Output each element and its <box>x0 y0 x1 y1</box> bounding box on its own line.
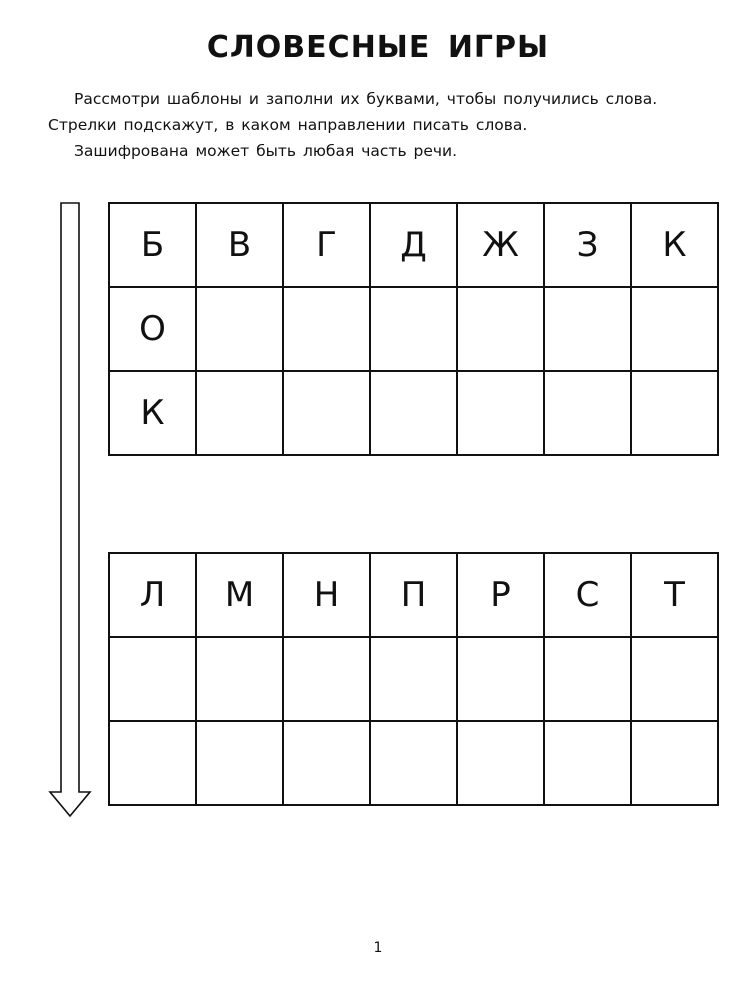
grid-cell[interactable] <box>544 287 631 371</box>
grid-cell[interactable] <box>283 287 370 371</box>
grid-cell[interactable]: Ж <box>457 203 544 287</box>
grid-cell[interactable] <box>631 287 718 371</box>
grid-cell[interactable]: К <box>631 203 718 287</box>
grid-cell[interactable]: Б <box>109 203 196 287</box>
grid-cell[interactable]: Н <box>283 553 370 637</box>
grid-cell[interactable]: О <box>109 287 196 371</box>
grid-cell[interactable] <box>631 371 718 455</box>
grid-cell[interactable]: С <box>544 553 631 637</box>
grid-row <box>109 287 718 371</box>
page-number: 1 <box>373 940 383 956</box>
grid-cell[interactable] <box>370 287 457 371</box>
grid-cell[interactable] <box>370 371 457 455</box>
grid-cell[interactable] <box>457 721 544 805</box>
grid-cell[interactable]: Л <box>109 553 196 637</box>
grid-cell[interactable] <box>196 287 283 371</box>
grid-cell[interactable]: К <box>109 371 196 455</box>
grid-cell[interactable] <box>457 637 544 721</box>
grid-cell[interactable]: Д <box>370 203 457 287</box>
grid-cell[interactable]: З <box>544 203 631 287</box>
grid-cell[interactable] <box>544 637 631 721</box>
grid-cell[interactable] <box>196 371 283 455</box>
grid-cell[interactable]: Р <box>457 553 544 637</box>
grid-cell[interactable] <box>631 637 718 721</box>
grid-cell[interactable] <box>457 287 544 371</box>
grid-row <box>109 203 718 287</box>
grid-cell[interactable]: Т <box>631 553 718 637</box>
grid-cell[interactable]: Г <box>283 203 370 287</box>
grid-cell[interactable]: П <box>370 553 457 637</box>
instruction-line-2: Стрелки подскажут, в каком направлении писать слова. <box>48 116 528 134</box>
grid-cell[interactable]: М <box>196 553 283 637</box>
instruction-line-1: Рассмотри шаблоны и заполни их буквами, чтобы получились слова. <box>74 90 658 108</box>
grid-row <box>109 371 718 455</box>
grid-cell[interactable] <box>283 637 370 721</box>
grid-cell[interactable] <box>283 721 370 805</box>
grid-cell[interactable] <box>196 637 283 721</box>
grid-cell[interactable] <box>544 721 631 805</box>
grid-cell[interactable]: В <box>196 203 283 287</box>
grid-row <box>109 721 718 805</box>
grid-cell[interactable] <box>370 721 457 805</box>
grid-row <box>109 637 718 721</box>
word-grid-2 <box>108 552 719 806</box>
page-title: СЛОВЕСНЫЕ ИГРЫ <box>206 30 550 65</box>
grid-row <box>109 553 718 637</box>
grid-cell[interactable] <box>457 371 544 455</box>
grid-cell[interactable] <box>283 371 370 455</box>
grid-cell[interactable] <box>370 637 457 721</box>
instructions <box>48 86 728 164</box>
instruction-line-3: Зашифрована может быть любая часть речи. <box>74 142 458 160</box>
word-grid-1 <box>108 202 719 456</box>
grid-cell[interactable] <box>544 371 631 455</box>
grid-cell[interactable] <box>196 721 283 805</box>
down-arrow-icon <box>48 200 94 820</box>
grid-cell[interactable] <box>631 721 718 805</box>
grid-cell[interactable] <box>109 721 196 805</box>
grid-cell[interactable] <box>109 637 196 721</box>
